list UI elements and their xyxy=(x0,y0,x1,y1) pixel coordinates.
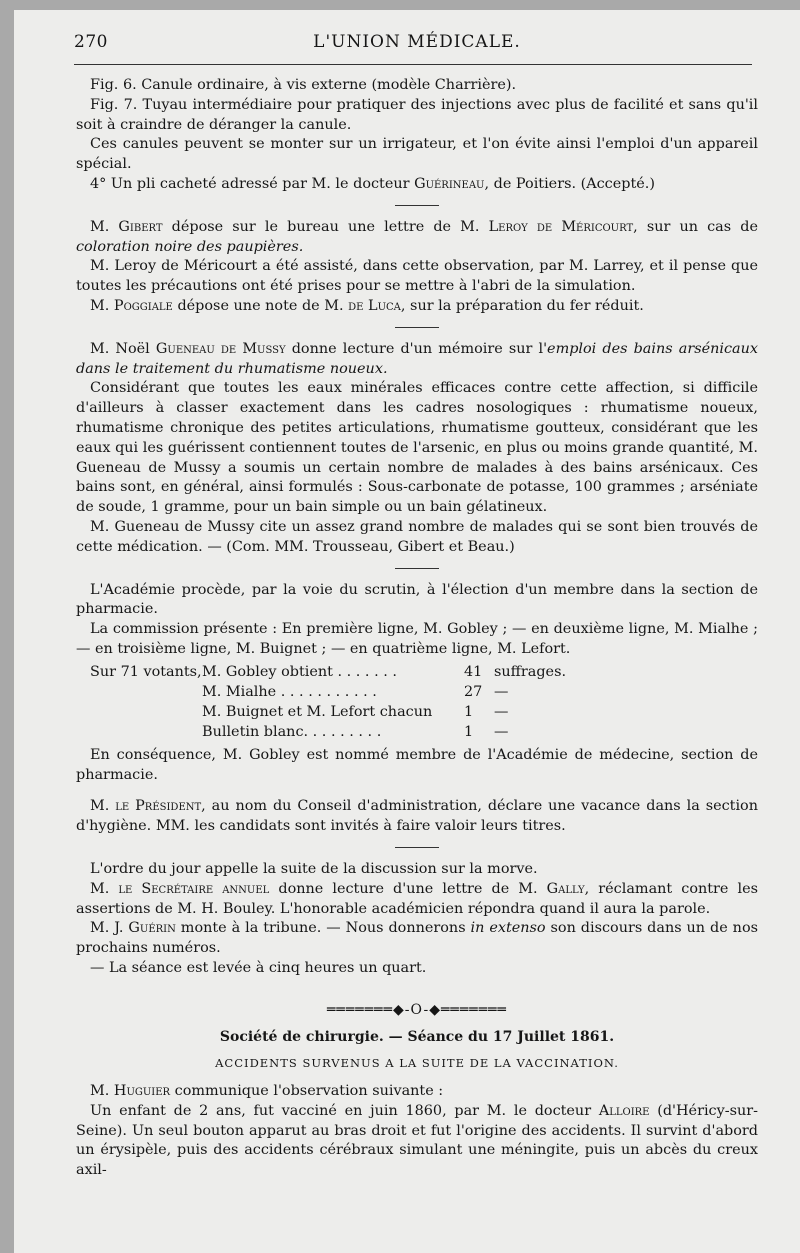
person-name: le Secrétaire annuel xyxy=(118,880,270,897)
vote-intro: Sur 71 votants, xyxy=(90,663,202,680)
separator xyxy=(395,568,439,569)
text-run: M. xyxy=(90,1083,114,1100)
text-run: , sur un cas de xyxy=(633,218,758,235)
person-name: de Luca xyxy=(348,297,401,314)
text-run: donne lecture d'une lettre de M. xyxy=(269,880,547,897)
person-name: Guérineau xyxy=(414,175,485,192)
vote-name: M. Gobley obtient . . . . . . . xyxy=(202,663,397,680)
vote-spacer xyxy=(76,702,202,722)
text-run: M. Noël xyxy=(90,340,156,357)
text-run: dépose sur le bureau une lettre de M. xyxy=(162,218,489,235)
page xyxy=(14,10,800,1253)
vote-value: 27 xyxy=(464,683,483,700)
text-run: M. xyxy=(90,798,116,815)
text-run: donne lecture d'un mémoire sur l' xyxy=(285,340,548,357)
text-run: M. xyxy=(90,297,114,314)
paragraph-president xyxy=(76,797,758,837)
vote-unit: — xyxy=(494,683,509,700)
header-rule xyxy=(74,64,752,65)
text-run: son discours dans un de nos prochains numéros. xyxy=(76,920,758,957)
paragraph-gibert xyxy=(76,218,758,258)
text-run: (d'Héricy-sur-Seine). Un seul bouton apparut au bras droit et fut l'origine des accidents. Il survint d'abord un érysipèle, puis des accidents cérébraux simulant une méningite, puis un abcès du creux axil- xyxy=(76,1102,758,1179)
text-run: , réclamant contre les assertions de M. H. Bouley. L'honorable académicien répondra quand il aura la parole. xyxy=(76,880,758,917)
paragraph-enfant xyxy=(76,1102,758,1181)
vote-name: M. Buignet et M. Lefort chacun xyxy=(202,703,433,720)
paragraph-seance-levee: — La séance est levée à cinq heures un quart. xyxy=(90,959,427,976)
paragraph-commission: La commission présente : En première ligne, M. Gobley ; — en deuxième ligne, M. Mialhe ; — en troisième ligne, M. Buignet ; — en quatrième ligne, M. Lefort. xyxy=(76,621,758,657)
paragraph-huguier xyxy=(76,1082,758,1102)
vote-name: M. Mialhe . . . . . . . . . . . xyxy=(202,683,377,700)
person-name: Gueneau de Mussy xyxy=(155,340,286,357)
paragraph-academie-procede: L'Académie procède, par la voie du scrutin, à l'élection d'un membre dans la section de pharmacie. xyxy=(76,581,758,618)
paragraph-canules: Ces canules peuvent se monter sur un irrigateur, et l'on évite ainsi l'emploi d'un appareil spécial. xyxy=(76,136,758,173)
separator xyxy=(395,327,439,328)
person-name: Gibert xyxy=(118,218,163,235)
vote-row xyxy=(76,702,758,722)
article-body xyxy=(76,76,758,1181)
paragraph-leroy: M. Leroy de Méricourt a été assisté, dans cette observation, par M. Larrey, et il pense que toutes les précautions ont été prises pour se mettre à l'abri de la simulation. xyxy=(76,258,758,295)
vote-name: Bulletin blanc. . . . . . . . . xyxy=(202,723,382,740)
paragraph-poggiale xyxy=(76,297,758,317)
paragraph-guerin xyxy=(76,919,758,959)
text-run: 4° Un pli cacheté adressé par M. le docteur xyxy=(90,175,415,192)
vote-unit: suffrages. xyxy=(494,663,567,680)
text-run: , de Poitiers. (Accepté.) xyxy=(484,175,655,192)
vote-unit: — xyxy=(494,723,509,740)
ornament-divider: ═══════◆-O-◆═══════ xyxy=(327,1001,507,1018)
vote-value: 1 xyxy=(464,723,474,740)
section-title: Société de chirurgie. — Séance du 17 Juillet 1861. xyxy=(219,1029,615,1046)
paragraph-secretaire xyxy=(76,880,758,920)
person-name: Gally xyxy=(546,880,585,897)
person-name: Poggiale xyxy=(113,297,173,314)
person-name: Guérin xyxy=(128,920,176,937)
italic-text: in extenso xyxy=(470,920,546,937)
separator xyxy=(395,205,439,206)
vote-value: 41 xyxy=(464,663,483,680)
vote-spacer xyxy=(76,722,202,742)
paragraph-gueneau-cite: M. Gueneau de Mussy cite un assez grand nombre de malades qui se sont bien trouvés de cette médication. — (Com. MM. Trousseau, Gibert et Beau.) xyxy=(76,518,758,555)
journal-title: L'UNION MÉDICALE. xyxy=(313,32,521,52)
vote-row xyxy=(76,662,758,682)
text-run: Un enfant de 2 ans, fut vacciné en juin 1860, par M. le docteur xyxy=(90,1102,599,1119)
text-run: monte à la tribune. — Nous donnerons xyxy=(175,920,471,937)
paragraph-pli-cachete xyxy=(76,175,758,195)
vote-results xyxy=(76,662,758,742)
separator xyxy=(395,847,439,848)
text-run: M. xyxy=(90,880,119,897)
paragraph-considerant: Considérant que toutes les eaux minérales efficaces contre cette affection, si difficile d'ailleurs à classer exactement dans les cadres nosologiques : rhumatisme noueux, rhumatisme chronique des petites articulations, rhumatisme goutteux, considérant que les eaux qui les guérissent contiennent toutes de l'arsenic, en plus ou moins grande quantité, M. Gueneau de Mussy a soumis un certain nombre de malades à des bains arsénicaux. Ces bains sont, en général, ainsi formulés : Sous-carbonate de potasse, 100 grammes ; arséniate de soude, 1 gramme, pour un bain simple ou un bain gélatineux. xyxy=(76,380,758,516)
paragraph-fig7: Fig. 7. Tuyau intermédiaire pour pratiquer des injections avec plus de facilité et sans qu'il soit à craindre de déranger la canule. xyxy=(76,96,758,133)
page-header xyxy=(74,32,760,62)
text-run: , au nom du Conseil d'administration, déclare une vacance dans la section d'hygiène. MM. les candidats sont invités à faire valoir leurs titres. xyxy=(76,798,758,835)
paragraph-fig6: Fig. 6. Canule ordinaire, à vis externe (modèle Charrière). xyxy=(90,77,517,93)
paragraph-ordre-du-jour: L'ordre du jour appelle la suite de la discussion sur la morve. xyxy=(90,860,538,877)
italic-text: coloration noire des paupières. xyxy=(76,238,304,255)
italic-text: emploi des bains arsénicaux dans le traitement du rhumatisme noueux. xyxy=(76,340,758,377)
paragraph-consequence: En conséquence, M. Gobley est nommé membre de l'Académie de médecine, section de pharmacie. xyxy=(76,746,758,783)
text-run: , sur la préparation du fer réduit. xyxy=(400,297,644,314)
paragraph-gueneau xyxy=(76,340,758,380)
vote-unit: — xyxy=(494,703,509,720)
person-name: Leroy de Méricourt xyxy=(488,218,634,235)
vote-row xyxy=(76,722,758,742)
text-run: communique l'observation suivante : xyxy=(170,1083,444,1100)
vote-row xyxy=(76,682,758,702)
vote-value: 1 xyxy=(464,703,474,720)
vote-spacer xyxy=(76,682,202,702)
text-run: M. J. xyxy=(90,920,129,937)
person-name: Alloire xyxy=(598,1102,650,1119)
person-name: Huguier xyxy=(113,1083,171,1100)
person-name: le Président xyxy=(115,798,202,815)
text-run: dépose une note de M. xyxy=(172,297,349,314)
page-number: 270 xyxy=(74,32,108,52)
text-run: M. xyxy=(90,218,119,235)
section-subtitle: ACCIDENTS SURVENUS A LA SUITE DE LA VACCINATION. xyxy=(215,1056,619,1071)
